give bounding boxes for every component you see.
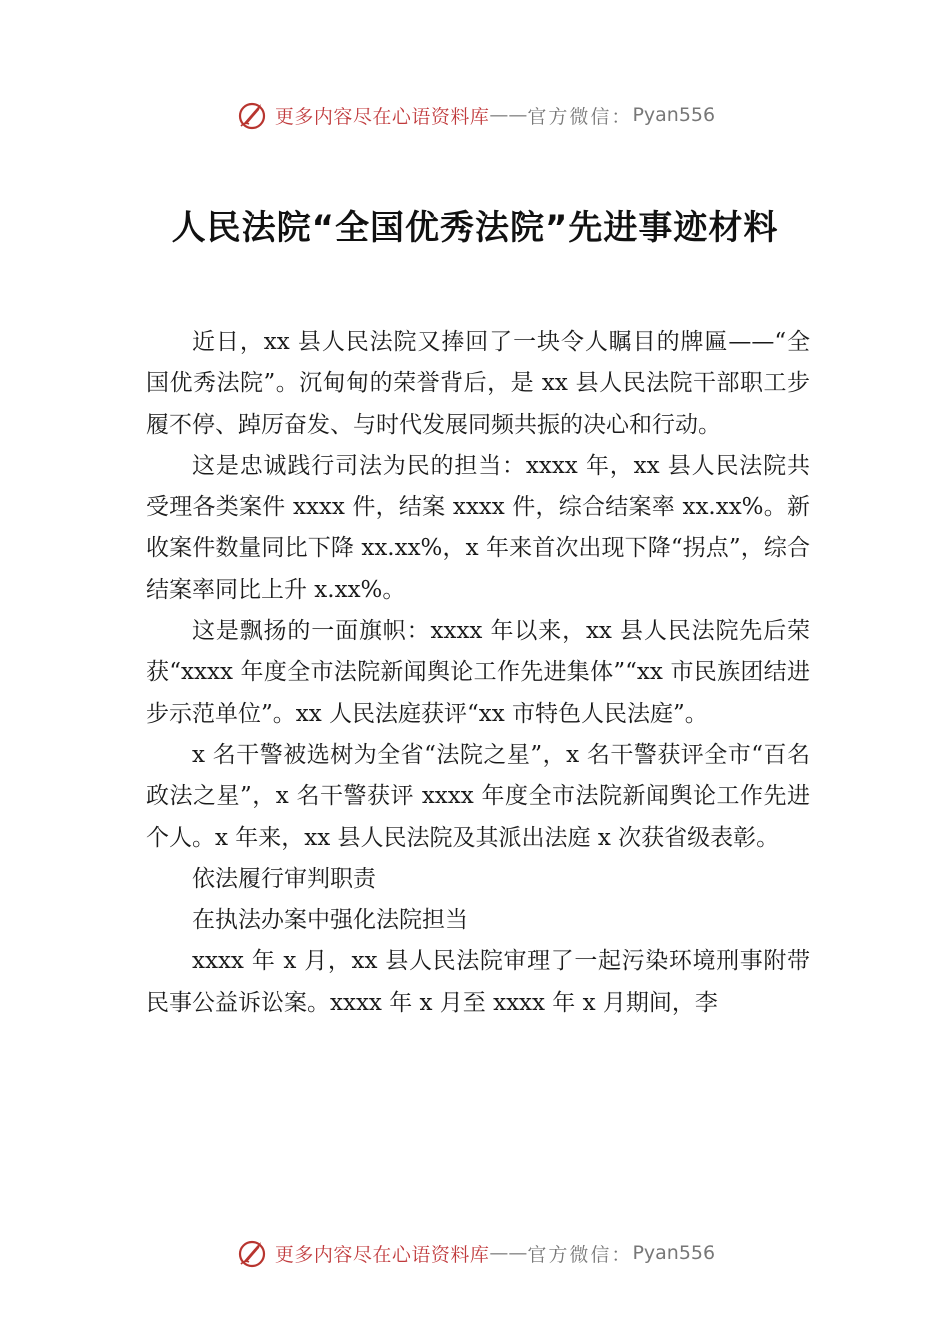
paragraph: 这是飘扬的一面旗帜：xxxx 年以来，xx 县人民法院先后荣获“xxxx 年度全市法院新闻舆论工作先进集体”“xx 市民族团结进步示范单位”。xx 人民法庭获评“xx 市特色人民法庭”。 — [146, 618, 810, 727]
footer-separator: —— — [489, 1242, 528, 1264]
footer-wechat-label: 官方微信： — [527, 1243, 633, 1266]
footer-wechat-id: Pyan556 — [632, 1242, 716, 1264]
paragraph: x 名干警被选树为全省“法院之星”，x 名干警获评全市“百名政法之星”，x 名干警获评 xxxx 年度全市法院新闻舆论工作先进个人。x 年来，xx 县人民法院及其派出法庭 x 次获省级表彰。 — [146, 741, 810, 851]
paragraph: 近日，xx 县人民法院又捧回了一块令人瞩目的牌匾——“全国优秀法院”。沉甸甸的荣誉背后，是 xx 县人民法院干部职工步履不停、踔厉奋发、与时代发展同频共振的决心和行动。 — [146, 329, 810, 438]
header-banner — [0, 95, 950, 135]
section-subheading: 在执法办案中强化法院担当 — [192, 907, 468, 934]
footer-brand-text: 更多内容尽在心语资料库 — [274, 1243, 490, 1266]
header-wechat-id: Pyan556 — [632, 104, 716, 126]
header-brand-text: 更多内容尽在心语资料库 — [274, 105, 490, 128]
header-separator: —— — [489, 104, 528, 126]
pen-circle-icon — [235, 98, 269, 132]
paragraph: xxxx 年 x 月，xx 县人民法院审理了一起污染环境刑事附带民事公益诉讼案。xxxx 年 x 月至 xxxx 年 x 月期间，李 — [146, 948, 810, 1016]
paragraph: 这是忠诚践行司法为民的担当：xxxx 年，xx 县人民法院共受理各类案件 xxxx 件，结案 xxxx 件，综合结案率 xx.xx%。新收案件数量同比下降 xx.xx%，x 年来首次出现下降“拐点”，综合结案率同比上升 x.xx%。 — [146, 452, 810, 603]
footer-banner — [0, 1233, 950, 1273]
header-wechat-label: 官方微信： — [527, 105, 633, 128]
document-title: 人民法院“全国优秀法院”先进事迹材料 — [171, 208, 779, 248]
document-body — [146, 322, 810, 1024]
section-heading: 依法履行审判职责 — [192, 865, 376, 892]
pen-circle-icon — [235, 1236, 269, 1270]
